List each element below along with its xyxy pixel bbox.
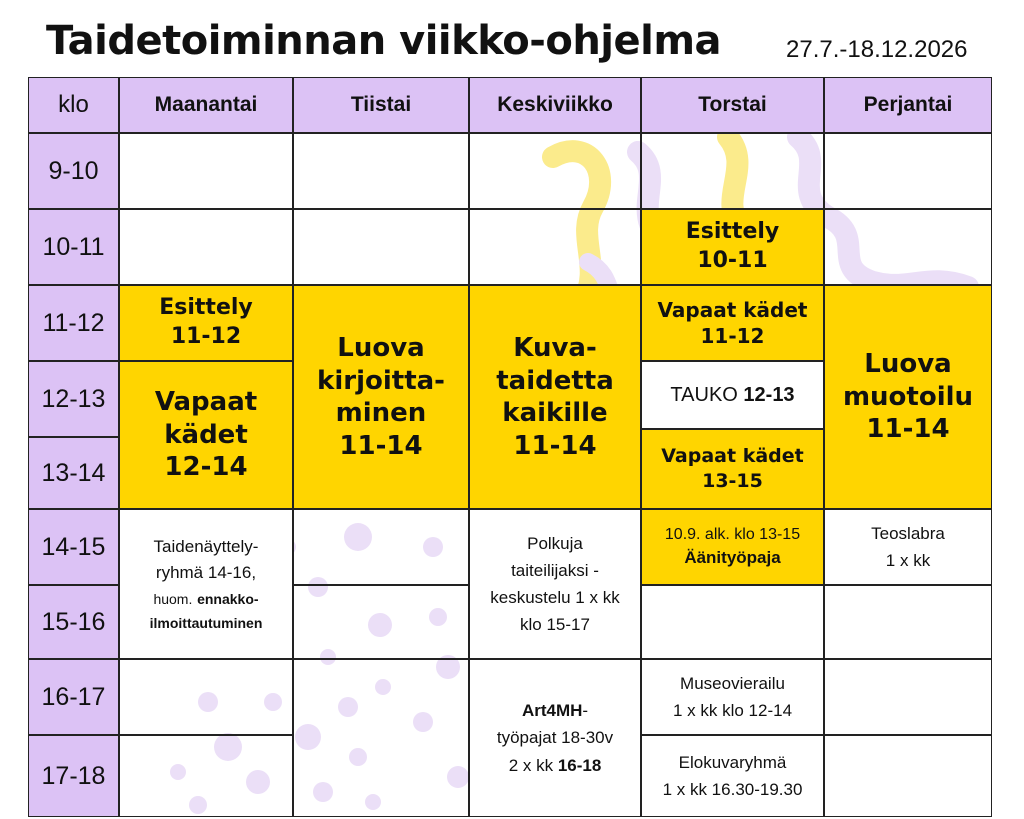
empty-cell: [469, 133, 641, 209]
page-title: Taidetoiminnan viikko-ohjelma: [46, 18, 722, 64]
event-title: TAUKO: [670, 383, 738, 406]
event-thursday-museovierailu: [641, 659, 824, 735]
empty-cell: [641, 133, 824, 209]
event-line2: taiteilijaksi -: [511, 560, 599, 580]
event-line4: klo 15-17: [520, 615, 590, 635]
event-line3: keskustelu 1 x kk: [490, 588, 620, 607]
event-title-line3: minen: [335, 398, 427, 428]
hour-15-16: 15-16: [28, 585, 119, 659]
event-wednesday-art4mh: [469, 659, 641, 817]
event-line2: 1 x kk 16.30-19.30: [662, 780, 803, 799]
event-friday-teoslabra: [824, 509, 992, 585]
event-line2: 1 x kk: [885, 551, 931, 570]
schedule-grid: [28, 77, 992, 817]
hour-9-10: 9-10: [28, 133, 119, 209]
event-tuesday-luova-kirjoittaminen: [293, 285, 469, 509]
event-line2: työpajat 18-30v: [496, 728, 614, 748]
event-title-line2: taidetta: [496, 365, 614, 396]
event-title-line1: Vapaat: [154, 387, 258, 418]
event-monday-esittely: [119, 285, 293, 361]
event-time: 11-14: [513, 430, 597, 461]
header-wednesday: Keskiviikko: [469, 77, 641, 133]
event-title-line3: kaikille: [502, 398, 608, 428]
event-title-line1: Luova: [864, 349, 952, 380]
header-monday: Maanantai: [119, 77, 293, 133]
event-title-line2: kädet: [164, 419, 248, 450]
header-time: klo: [28, 77, 119, 133]
empty-cell: [469, 209, 641, 285]
event-frequency: 2 x kk: [508, 755, 558, 775]
empty-cell: [824, 659, 992, 735]
hour-11-12: 11-12: [28, 285, 119, 361]
hour-10-11: 10-11: [28, 209, 119, 285]
empty-cell: [119, 133, 293, 209]
event-title: Art4MH: [521, 701, 583, 721]
event-title: Vapaat kädet: [657, 298, 808, 322]
event-title: Äänityöpaja: [684, 548, 781, 568]
event-title: Vapaat kädet: [661, 445, 804, 468]
event-title-line1: Kuva-: [513, 333, 597, 363]
empty-cell: [641, 585, 824, 659]
event-title-dash: -: [582, 701, 589, 721]
event-line1: Teoslabra: [871, 523, 945, 543]
header-tuesday: Tiistai: [293, 77, 469, 133]
event-line1: Taidenäyttely-: [153, 536, 259, 556]
hour-17-18: 17-18: [28, 735, 119, 817]
event-wednesday-polkuja: [469, 509, 641, 659]
event-thursday-vapaat-kadet-1: [641, 285, 824, 361]
event-time: 11-14: [339, 430, 423, 461]
event-line1: Museovierailu: [680, 673, 785, 693]
header-thursday: Torstai: [641, 77, 824, 133]
event-line1: Polkuja: [527, 533, 583, 553]
empty-cell: [293, 659, 469, 817]
event-line1: Elokuvaryhmä: [678, 752, 787, 772]
empty-cell: [119, 209, 293, 285]
event-title: Esittely: [685, 219, 780, 245]
event-time: 16-18: [557, 755, 602, 775]
event-monday-taidenayttely: [119, 509, 293, 659]
event-title-line2: muotoilu: [842, 381, 974, 412]
empty-cell: [293, 133, 469, 209]
date-range: 27.7.-18.12.2026: [786, 36, 968, 63]
hour-16-17: 16-17: [28, 659, 119, 735]
empty-cell: [293, 585, 469, 659]
event-time: 11-14: [866, 414, 950, 445]
event-time: 11-12: [170, 324, 242, 349]
header-friday: Perjantai: [824, 77, 992, 133]
empty-cell: [824, 133, 992, 209]
event-title-line1: Luova: [337, 333, 425, 363]
event-thursday-aanityopaja: [641, 509, 824, 585]
event-title-line2: kirjoitta-: [317, 365, 445, 396]
event-note-bold1: ennakko-: [197, 591, 259, 608]
event-friday-luova-muotoilu: [824, 285, 992, 509]
event-line1: 10.9. alk. klo 13-15: [664, 526, 801, 544]
empty-cell: [824, 585, 992, 659]
empty-cell: [119, 735, 293, 817]
empty-cell: [293, 509, 469, 585]
event-time: 13-15: [702, 470, 763, 492]
event-monday-vapaat-kadet: [119, 361, 293, 509]
event-line2: 1 x kk klo 12-14: [672, 701, 793, 720]
event-title: Esittely: [159, 295, 253, 321]
empty-cell: [824, 209, 992, 285]
event-note-bold2: ilmoittautuminen: [149, 614, 263, 631]
event-thursday-vapaat-kadet-2: [641, 429, 824, 509]
event-thursday-tauko: [641, 361, 824, 429]
hour-13-14: 13-14: [28, 437, 119, 509]
hour-14-15: 14-15: [28, 509, 119, 585]
empty-cell: [293, 209, 469, 285]
empty-cell: [824, 735, 992, 817]
event-note: huom.: [153, 591, 193, 608]
event-thursday-esittely: [641, 209, 824, 285]
event-time: 11-12: [700, 324, 765, 348]
event-line2: ryhmä 14-16,: [155, 562, 257, 582]
event-time: 12-14: [164, 452, 248, 483]
event-time: 10-11: [697, 248, 768, 273]
hour-12-13: 12-13: [28, 361, 119, 437]
event-thursday-elokuvaryhma: [641, 735, 824, 817]
event-wednesday-kuvataidetta: [469, 285, 641, 509]
empty-cell: [119, 659, 293, 735]
event-time: 12-13: [743, 383, 795, 406]
